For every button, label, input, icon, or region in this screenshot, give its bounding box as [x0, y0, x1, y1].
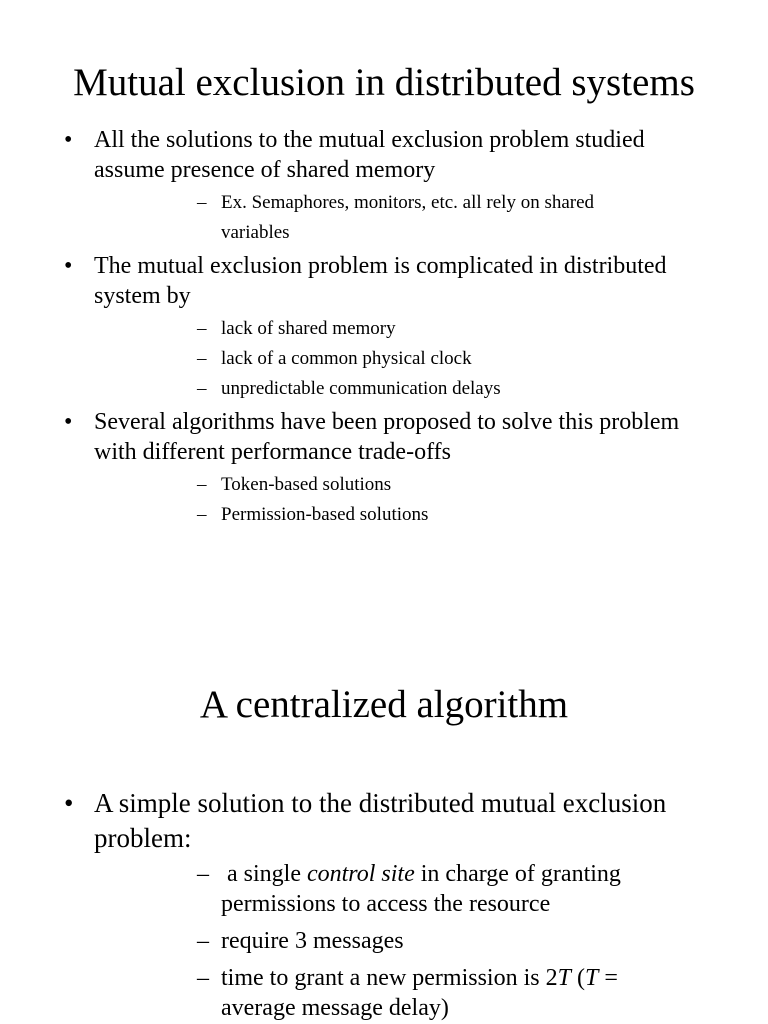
bullet-marker: • [64, 788, 74, 818]
sub-item [94, 470, 698, 500]
sub-list [94, 188, 698, 248]
sub-text: Ex. Semaphores, monitors, etc. all rely on shared variables [221, 192, 595, 243]
bullet-item [0, 251, 768, 404]
sub-item [94, 374, 698, 404]
sub-text: lack of a common physical clock [221, 348, 472, 369]
sub-item [94, 859, 698, 919]
sub-text: lack of shared memory [221, 318, 396, 339]
sub-marker: – [197, 965, 209, 991]
bullet-item [0, 407, 768, 530]
sub-marker: – [197, 378, 207, 399]
control-site-term: control site [306, 861, 415, 887]
slide-mutual-exclusion [0, 58, 768, 530]
sub-text-mid: ( [570, 965, 585, 991]
sub-text-pre: a single [221, 861, 307, 887]
bullet-marker: • [64, 127, 73, 153]
sub-marker: – [197, 928, 209, 954]
sub-item [94, 314, 698, 344]
bullet-item [0, 786, 768, 1023]
slide-centralized-algorithm [0, 680, 768, 1023]
sub-text-pre: time to grant a new permission is 2 [221, 965, 558, 991]
sub-list [94, 314, 698, 404]
sub-marker: – [197, 861, 209, 887]
sub-text: Token-based solutions [221, 474, 392, 495]
sub-item [94, 963, 698, 1023]
slide-title: Mutual exclusion in distributed systems [73, 61, 695, 104]
bullet-list [0, 786, 768, 1023]
sub-marker: – [197, 474, 207, 495]
bullet-text: The mutual exclusion problem is complicated in distributed system by [94, 253, 667, 309]
bullet-marker: • [64, 253, 73, 279]
sub-text: require 3 messages [221, 928, 404, 954]
sub-list [94, 859, 698, 1023]
sub-item [94, 344, 698, 374]
sub-marker: – [197, 348, 207, 369]
sub-marker: – [197, 504, 207, 525]
slide-title: A centralized algorithm [199, 683, 569, 726]
sub-text: Permission-based solutions [221, 504, 429, 525]
bullet-text: A simple solution to the distributed mutual exclusion problem: [94, 788, 667, 853]
bullet-text: All the solutions to the mutual exclusion problem studied assume presence of shared memory [94, 127, 645, 183]
sub-text-post: in charge of granting permissions to access the resource [221, 861, 621, 917]
bullet-text: Several algorithms have been proposed to solve this problem with different performance trade-offs [94, 409, 680, 465]
bullet-list [0, 125, 768, 530]
sub-text: unpredictable communication delays [221, 378, 501, 399]
sub-item [94, 188, 698, 248]
sub-list [94, 470, 698, 530]
sub-text-post: = average message delay) [221, 965, 618, 1021]
sub-marker: – [197, 318, 207, 339]
sub-item [94, 500, 698, 530]
sub-marker: – [197, 192, 207, 213]
bullet-marker: • [64, 409, 73, 435]
variable-t: T [557, 965, 571, 991]
variable-t: T [584, 965, 599, 991]
bullet-item [0, 125, 768, 248]
sub-item [94, 926, 698, 956]
